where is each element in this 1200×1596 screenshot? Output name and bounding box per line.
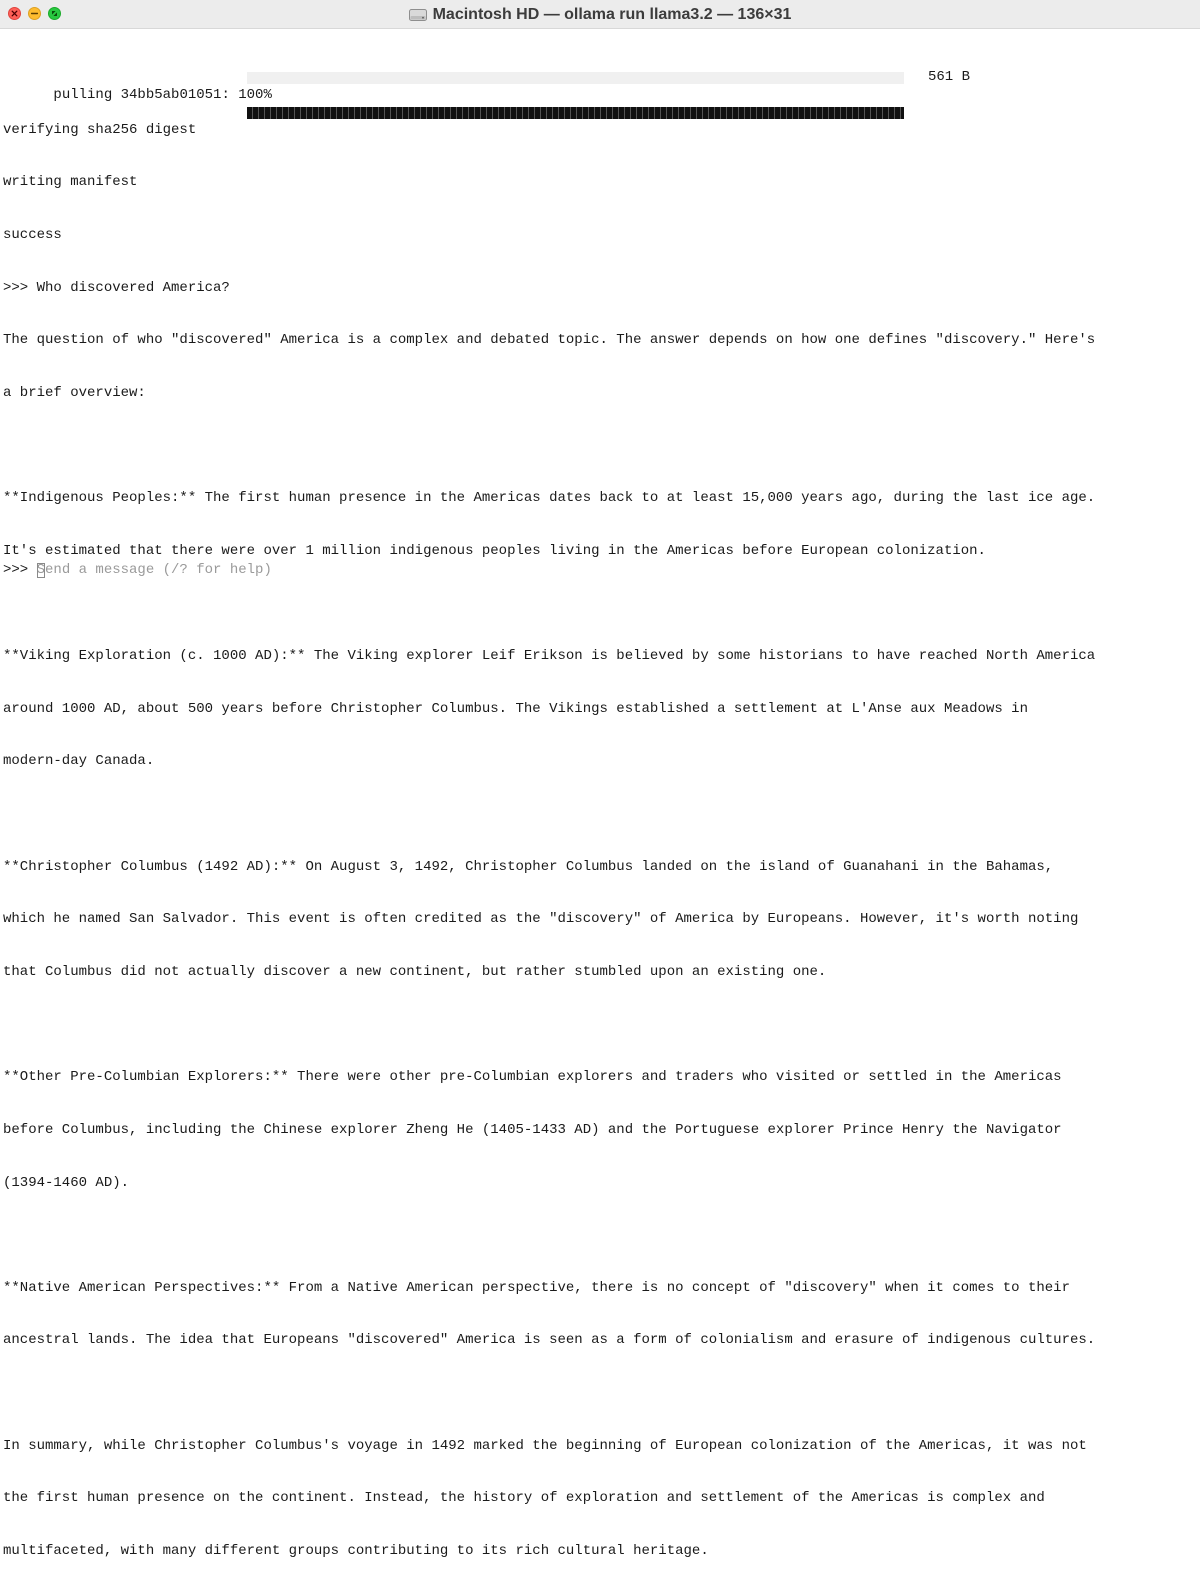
terminal-output[interactable] [3,34,1200,1596]
pull-progress-label: pulling 34bb5ab01051: 100% [53,86,272,103]
response-line: a brief overview: [3,384,146,401]
response-line: In summary, while Christopher Columbus's voyage in 1492 marked the beginning of European colonization of the Americas, it was not [3,1437,1087,1454]
response-line: that Columbus did not actually discover a new continent, but rather stumbled upon an existing one. [3,963,827,980]
message-input[interactable] [3,562,272,580]
input-placeholder: Send a message (/? for help) [36,562,272,578]
response-line: (1394-1460 AD). [3,1174,130,1191]
response-line: ancestral lands. The idea that Europeans "discovered" America is seen as a form of colonialism and erasure of indigenous cultures. [3,1332,1096,1349]
blank-line [3,1227,1200,1245]
blank-line [3,1385,1200,1403]
blank-line [3,596,1200,614]
terminal-line: writing manifest [3,174,138,191]
response-line: It's estimated that there were over 1 million indigenous peoples living in the Americas before European colonization. [3,542,986,559]
response-line: multifaceted, with many different groups contributing to its rich cultural heritage. [3,1543,709,1560]
title-bar[interactable] [0,0,1200,29]
pull-progress-line [3,69,1200,103]
response-line: before Columbus, including the Chinese explorer Zheng He (1405-1433 AD) and the Portuguese explorer Prince Henry the Navigator [3,1121,1062,1138]
response-line: **Indigenous Peoples:** The first human presence in the Americas dates back to at least 15,000 years ago, during the last ice age. [3,490,1096,507]
text-cursor [37,563,45,578]
window-title-text: Macintosh HD — ollama run llama3.2 — 136×31 [432,5,792,23]
pull-progress-fill [247,107,904,119]
response-line: **Native American Perspectives:** From a Native American perspective, there is no concept of "discovery" when it comes to their [3,1279,1070,1296]
response-line: the first human presence on the continent. Instead, the history of exploration and settlement of the Americas is complex and [3,1490,1045,1507]
response-line: around 1000 AD, about 500 years before Christopher Columbus. The Vikings established a settlement at L'Anse aux Meadows in [3,700,1028,717]
blank-line [3,1017,1200,1035]
pull-size: 561 B [928,69,971,86]
disk-icon [409,7,427,23]
user-prompt-line: >>> Who discovered America? [3,279,230,296]
response-line: **Other Pre-Columbian Explorers:** There were other pre-Columbian explorers and traders who visited or settled in the Americas [3,1069,1062,1086]
response-line: **Christopher Columbus (1492 AD):** On August 3, 1492, Christopher Columbus landed on the island of Guanahani in the Bahamas, [3,858,1054,875]
terminal-line: verifying sha256 digest [3,121,197,138]
response-line: The question of who "discovered" America is a complex and debated topic. The answer depends on how one defines "discovery." Here's [3,332,1096,349]
response-line: **Viking Exploration (c. 1000 AD):** The Viking explorer Leif Erikson is believed by some historians to have reached North America [3,648,1096,665]
response-line: which he named San Salvador. This event is often credited as the "discovery" of America by Europeans. However, it's worth noting [3,911,1079,928]
terminal-line: success [3,227,62,244]
blank-line [3,806,1200,824]
input-prompt: >>> [3,562,29,578]
blank-line [3,438,1200,456]
window-title [0,0,1200,29]
pull-progress-bar [247,72,904,84]
response-line: modern-day Canada. [3,753,155,770]
